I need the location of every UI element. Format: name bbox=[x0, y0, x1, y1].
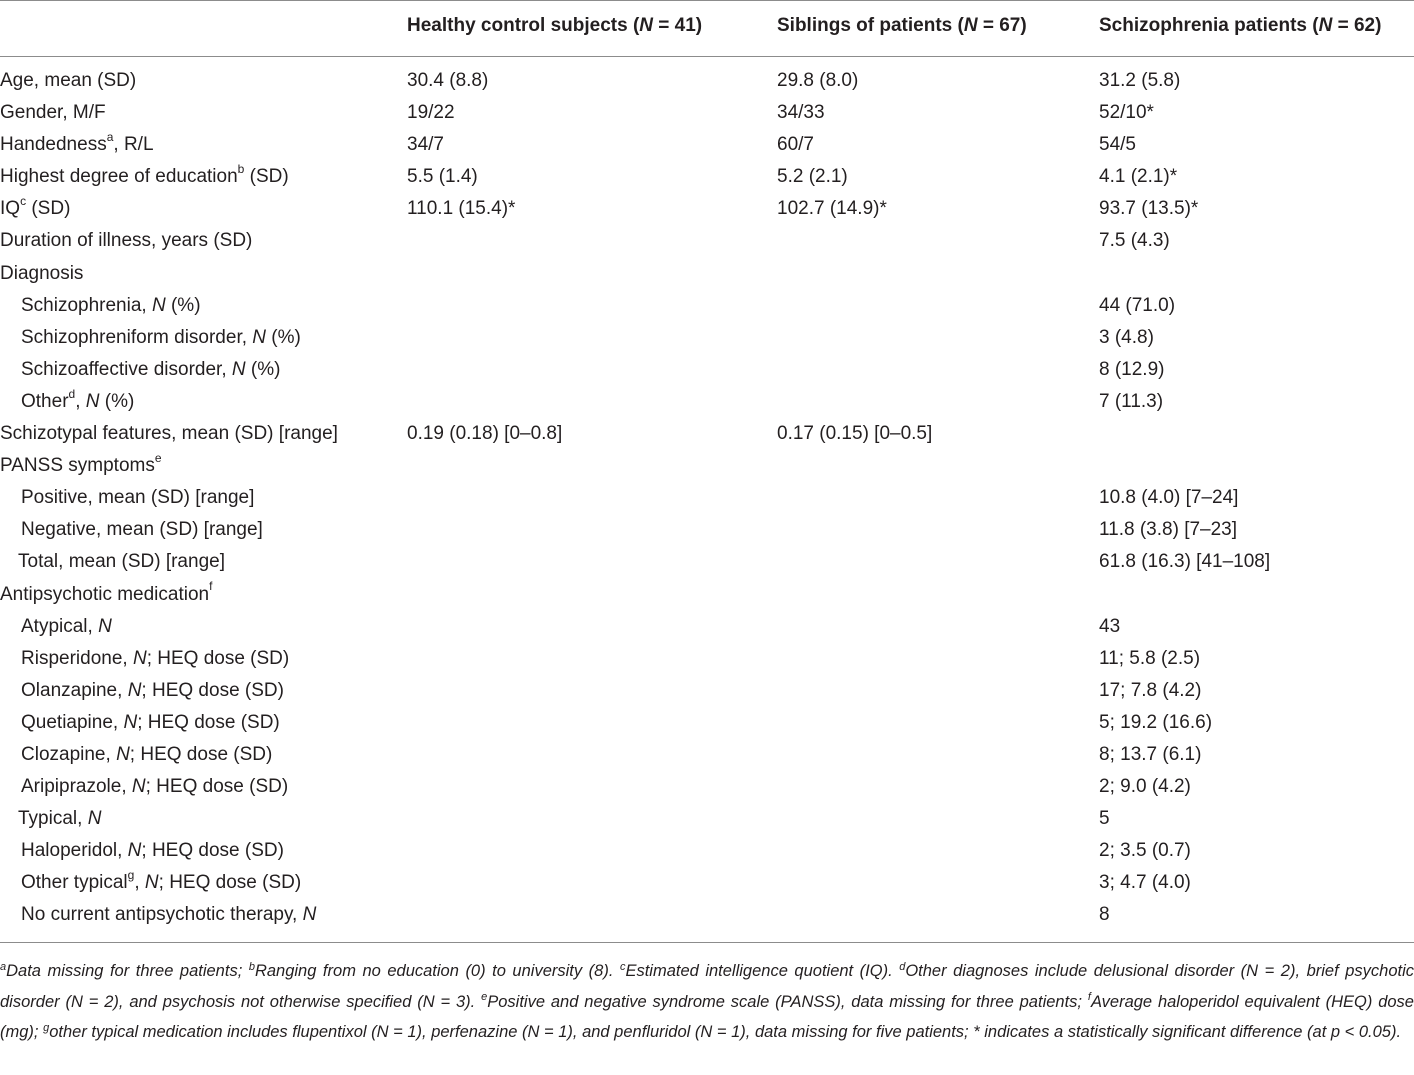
patient-value: 31.2 (5.8) bbox=[1099, 70, 1181, 91]
healthy-control-value: 34/7 bbox=[407, 134, 444, 156]
footnote-marker: a bbox=[0, 960, 7, 973]
patient-value: 54/5 bbox=[1099, 134, 1136, 156]
footnote-text: Data missing for three patients; bbox=[6, 962, 249, 980]
sibling-value: 5.2 (2.1) bbox=[777, 166, 848, 188]
sibling-value: 29.8 (8.0) bbox=[777, 70, 859, 91]
row-label: Negative, mean (SD) [range] bbox=[21, 519, 263, 541]
table-row bbox=[0, 771, 1414, 803]
footnote-marker: b bbox=[248, 960, 255, 973]
patient-value: 52/10* bbox=[1099, 102, 1154, 124]
table-row bbox=[0, 482, 1414, 514]
row-label: Clozapine, N; HEQ dose (SD) bbox=[21, 743, 273, 765]
row-label: Haloperidol, N; HEQ dose (SD) bbox=[21, 840, 284, 862]
row-label: Handedness$^a$, R/L bbox=[0, 129, 154, 156]
table-row bbox=[0, 611, 1414, 643]
row-label: Other typical$^g$, N; HEQ dose (SD) bbox=[21, 868, 302, 894]
footnote-text: Positive and negative syndrome scale (PANSS), data missing for three patients; bbox=[487, 992, 1088, 1011]
patient-value: 11; 5.8 (2.5) bbox=[1099, 647, 1201, 669]
patient-value: 93.7 (13.5)* bbox=[1099, 198, 1199, 220]
table-row bbox=[0, 193, 1414, 225]
row-label: Schizophreniform disorder, N (%) bbox=[21, 326, 301, 348]
row-label: Schizotypal features, mean (SD) [range] bbox=[0, 423, 338, 445]
patient-value: 7 (11.3) bbox=[1099, 390, 1164, 412]
row-label: No current antipsychotic therapy, N bbox=[21, 904, 317, 926]
table-row bbox=[0, 514, 1414, 546]
table-row bbox=[0, 65, 1414, 97]
table-row bbox=[0, 386, 1414, 418]
table-row bbox=[0, 803, 1414, 835]
table-row bbox=[0, 418, 1414, 450]
table-row bbox=[0, 867, 1414, 899]
row-label: Total, mean (SD) [range] bbox=[18, 551, 225, 573]
table-row bbox=[0, 225, 1414, 257]
table-row bbox=[0, 707, 1414, 739]
row-label: Typical, N bbox=[18, 808, 102, 830]
footnote-marker: f bbox=[1087, 991, 1091, 1003]
column-header-siblings: Siblings of patients (N = 67) bbox=[777, 15, 1027, 36]
table-row bbox=[0, 450, 1414, 482]
patient-value: 61.8 (16.3) [41–108] bbox=[1099, 551, 1271, 573]
row-label: Aripiprazole, N; HEQ dose (SD) bbox=[21, 776, 289, 798]
table-body bbox=[0, 65, 1414, 932]
table-header-rule bbox=[0, 56, 1414, 57]
footnote-marker: e bbox=[481, 991, 488, 1003]
row-label: $IQ^c$ (SD) bbox=[0, 194, 71, 220]
patient-value: 3 (4.8) bbox=[1099, 326, 1154, 348]
patient-value: 10.8 (4.0) [7–24] bbox=[1099, 487, 1239, 509]
table-row bbox=[0, 322, 1414, 354]
row-label: Highest degree of education$^b$ (SD) bbox=[0, 161, 289, 188]
column-header-healthy-controls: Healthy control subjects (N = 41) bbox=[407, 15, 703, 36]
table-bottom-rule bbox=[0, 942, 1414, 943]
row-label: PANSS symptoms$^e$ bbox=[0, 450, 162, 477]
patient-value: 2; 3.5 (0.7) bbox=[1099, 840, 1191, 862]
healthy-control-value: 30.4 (8.8) bbox=[407, 70, 489, 91]
table-row bbox=[0, 129, 1414, 161]
healthy-control-value: 5.5 (1.4) bbox=[407, 166, 478, 188]
patient-value: 44 (71.0) bbox=[1099, 294, 1176, 316]
row-label: Antipsychotic medication$^f$ bbox=[0, 579, 213, 605]
table-row bbox=[0, 546, 1414, 578]
patient-value: 17; 7.8 (4.2) bbox=[1099, 679, 1202, 701]
footnote-text: Estimated intelligence quotient (IQ). bbox=[625, 962, 900, 980]
healthy-control-value: 19/22 bbox=[407, 102, 455, 124]
patient-value: 7.5 (4.3) bbox=[1099, 230, 1170, 252]
patient-value: 4.1 (2.1)* bbox=[1099, 166, 1178, 188]
patient-value: 3; 4.7 (4.0) bbox=[1099, 872, 1191, 894]
table-row bbox=[0, 835, 1414, 867]
table-row bbox=[0, 675, 1414, 707]
row-label: Schizoaffective disorder, N (%) bbox=[21, 358, 281, 380]
sibling-value: 60/7 bbox=[777, 134, 814, 156]
footnote-text: Other diagnoses include delusional disorder (N = 2), brief psychotic disorder (N = 2), and psychosis not otherwise specified (N = 3). bbox=[0, 962, 1414, 1011]
patient-value: 8; 13.7 (6.1) bbox=[1099, 743, 1202, 765]
table-row bbox=[0, 739, 1414, 771]
healthy-control-value: 110.1 (15.4)* bbox=[407, 198, 516, 220]
sibling-value: 34/33 bbox=[777, 102, 825, 124]
row-label: Duration of illness, years (SD) bbox=[0, 230, 253, 252]
footnote-text: other typical medication includes flupentixol (N = 1), perfenazine (N = 1), and penfluridol (N = 1), data missing for five patients; * indicates a statistically significant difference (at p < 0.05). bbox=[49, 1023, 1402, 1041]
healthy-control-value: 0.19 (0.18) [0–0.8] bbox=[407, 423, 563, 445]
table-row bbox=[0, 899, 1414, 931]
sibling-value: 0.17 (0.15) [0–0.5] bbox=[777, 423, 933, 445]
footnote-paragraph bbox=[0, 956, 1414, 1048]
row-label: Other$^d$, N (%) bbox=[21, 386, 135, 412]
sibling-value: 102.7 (14.9)* bbox=[777, 198, 887, 220]
footnote-text: Average haloperidol equivalent (HEQ) dose (mg); bbox=[0, 992, 1414, 1041]
patient-value: 43 bbox=[1099, 615, 1121, 637]
patient-value: 8 (12.9) bbox=[1099, 358, 1165, 380]
patient-value: 5 bbox=[1099, 808, 1110, 830]
table-row bbox=[0, 579, 1414, 611]
row-label: Atypical, N bbox=[21, 615, 112, 637]
table-top-rule bbox=[0, 0, 1414, 1]
footnote-text: Ranging from no education (0) to university (8). bbox=[254, 962, 620, 980]
table-row bbox=[0, 643, 1414, 675]
footnote-marker: g bbox=[43, 1021, 50, 1034]
column-header-patients: Schizophrenia patients (N = 62) bbox=[1099, 15, 1382, 36]
table-row bbox=[0, 161, 1414, 193]
row-label: Gender, M/F bbox=[0, 102, 106, 124]
table-row bbox=[0, 354, 1414, 386]
row-label: Diagnosis bbox=[0, 262, 84, 284]
row-label: Positive, mean (SD) [range] bbox=[21, 487, 255, 509]
patient-value: 5; 19.2 (16.6) bbox=[1099, 711, 1213, 733]
table-row bbox=[0, 290, 1414, 322]
footnote-marker: c bbox=[619, 960, 626, 973]
row-label: Quetiapine, N; HEQ dose (SD) bbox=[21, 711, 280, 733]
patient-value: 2; 9.0 (4.2) bbox=[1099, 776, 1191, 798]
row-label: Olanzapine, N; HEQ dose (SD) bbox=[21, 679, 284, 701]
patient-value: 11.8 (3.8) [7–23] bbox=[1099, 519, 1238, 541]
patient-value: 8 bbox=[1099, 904, 1110, 926]
footnote-marker: d bbox=[899, 960, 906, 973]
table-row bbox=[0, 258, 1414, 290]
table-footnotes bbox=[0, 956, 1414, 1048]
row-label: Schizophrenia, N (%) bbox=[21, 294, 201, 316]
table-row bbox=[0, 97, 1414, 129]
row-label: Age, mean (SD) bbox=[0, 70, 137, 91]
row-label: Risperidone, N; HEQ dose (SD) bbox=[21, 647, 290, 669]
